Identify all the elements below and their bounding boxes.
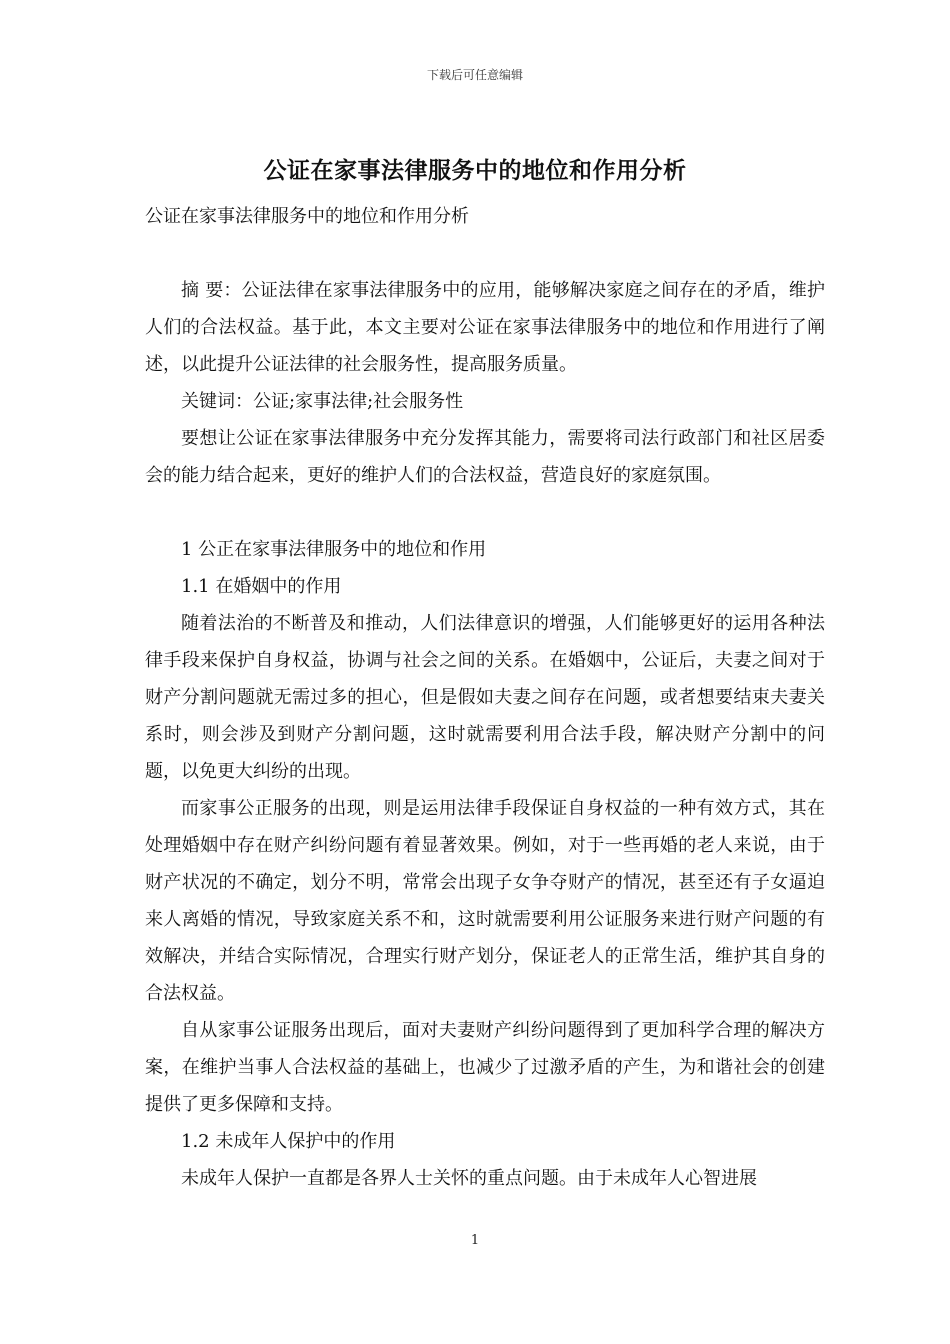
body-paragraph: 自从家事公证服务出现后，面对夫妻财产纠纷问题得到了更加科学合理的解决方案，在维护当事人合法权益的基础上，也减少了过激矛盾的产生，为和谐社会的创建提供了更多保障和支持。 <box>145 1020 825 1115</box>
body-paragraph: 未成年人保护一直都是各界人士关怀的重点问题。由于未成年人心智进展 <box>181 1168 757 1189</box>
page-number: 1 <box>470 1233 480 1248</box>
document-subtitle: 公证在家事法律服务中的地位和作用分析 <box>145 206 469 227</box>
section-heading: 1 公正在家事法律服务中的地位和作用 <box>181 539 487 560</box>
header-note: 下载后可任意编辑 <box>426 68 523 82</box>
subsection-heading: 1.2 未成年人保护中的作用 <box>181 1131 396 1152</box>
subsection-heading: 1.1 在婚姻中的作用 <box>181 576 342 597</box>
spacer <box>145 235 825 272</box>
abstract-paragraph: 摘 要：公证法律在家事法律服务中的应用，能够解决家庭之间存在的矛盾，维护人们的合法权益。基于此，本文主要对公证在家事法律服务中的地位和作用进行了阐述，以此提升公证法律的社会服务性，提高服务质量。 <box>145 280 825 375</box>
intro-paragraph: 要想让公证在家事法律服务中充分发挥其能力，需要将司法行政部门和社区居委会的能力结合起来，更好的维护人们的合法权益，营造良好的家庭氛围。 <box>145 428 825 486</box>
keywords-line: 关键词：公证;家事法律;社会服务性 <box>181 391 464 412</box>
body-paragraph: 随着法治的不断普及和推动，人们法律意识的增强，人们能够更好的运用各种法律手段来保护自身权益，协调与社会之间的关系。在婚姻中，公证后，夫妻之间对于财产分割问题就无需过多的担心，但是假如夫妻之间存在问题，或者想要结束夫妻关系时，则会涉及到财产分割问题，这时就需要利用合法手段，解决财产分割中的问题，以免更大纠纷的出现。 <box>145 613 825 782</box>
document-title: 公证在家事法律服务中的地位和作用分析 <box>263 157 687 184</box>
spacer <box>145 494 825 531</box>
body-paragraph: 而家事公正服务的出现，则是运用法律手段保证自身权益的一种有效方式，其在处理婚姻中存在财产纠纷问题有着显著效果。例如，对于一些再婚的老人来说，由于财产状况的不确定，划分不明，常常会出现子女争夺财产的情况，甚至还有子女逼迫来人离婚的情况，导致家庭关系不和，这时就需要利用公证服务来进行财产问题的有效解决，并结合实际情况，合理实行财产划分，保证老人的正常生活，维护其自身的合法权益。 <box>145 798 825 1004</box>
document-body <box>145 198 825 1197</box>
